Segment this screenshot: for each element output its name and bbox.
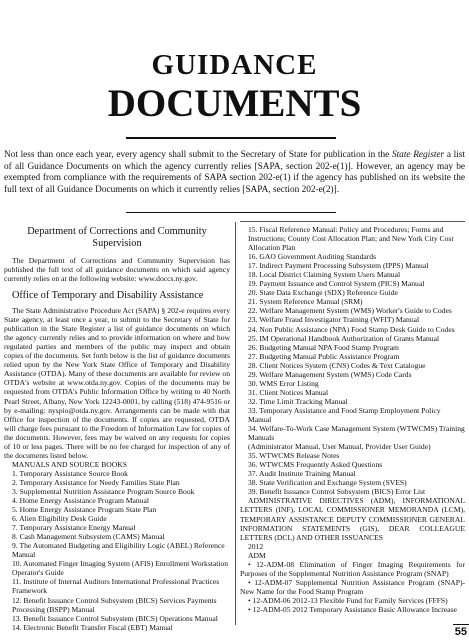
list-item: • 12-ADM-05 2012 Temporary Assistance Basic Allowance Increase <box>248 604 457 614</box>
page-number-rule <box>453 624 469 625</box>
list-item: 21. System Reference Manual (SRM) <box>248 297 363 307</box>
list-item: 1. Temporary Assistance Source Book <box>12 468 128 478</box>
list-item: 4. Home Energy Assistance Program Manual <box>12 496 149 506</box>
intro-rule <box>126 212 336 213</box>
list-item: 12. Benefit Issuance Control Subsystem (BICS) Services Payments Processing (BSPP) Manual <box>12 595 217 614</box>
list-item: 24. Non Public Assistance (NPA) Food Stamp Desk Guide to Codes <box>248 324 455 334</box>
list-item: 20. State Data Exchange (SDX) Reference Guide <box>248 288 398 298</box>
list-item: 10. Automated Finger Imaging System (AFIS) Enrollment Workstation Operator's Guide <box>12 559 229 578</box>
list-item: 32. Time Limit Tracking Manual <box>248 396 348 406</box>
section-heading-otda: Office of Temporary and Disability Assistance <box>12 289 204 301</box>
list-item: 5. Home Energy Assistance Program State Plan <box>12 505 157 515</box>
list-item: 33. Temporary Assistance and Food Stamp Employment Policy Manual <box>248 405 441 424</box>
left-column <box>4 226 230 632</box>
intro-paragraph: Not less than once each year, every agency shall submit to the Secretary of State for publication in the State Register a list of all Guidance Documents on which the agency currently relies [SAPA, section 202-e(1)]. However, an agency may be exempted from compliance with the requirements of SAPA section 202-e(1) if the agency has published on its website the full text of all Guidance Documents on which it currently relies [SAPA, section 202-e(2)]. <box>4 150 465 195</box>
section-heading-corrections: Department of Corrections and Community Supervision <box>27 226 207 250</box>
list-item: 28. Client Notices System (CNS) Codes & Text Catalogue <box>248 360 426 370</box>
list-item: 31. Client Notices Manual <box>248 387 329 397</box>
list-item: 37. Audit Institute Training Manual <box>248 469 356 479</box>
list-item: • 12-ADM-07 Supplemental Nutrition Assistance Program (SNAP)-New Name for the Food Stamp Program <box>240 577 465 596</box>
list-item: 38. State Verification and Exchange System (SVES) <box>248 478 407 488</box>
list-item: 30. WMS Error Listing <box>248 378 319 388</box>
column-divider <box>235 222 236 625</box>
list-item: 25. IM Operational Handbook Authorization of Grants Manual <box>248 333 440 343</box>
corrections-paragraph: The Department of Corrections and Community Supervision has published the full text of all guidance documents on which said agency currently relies on at the following website: www.doccs.ny.gov. <box>4 255 230 283</box>
list-item: 7. Temporary Assistance Energy Manual <box>12 523 136 533</box>
list-item: 19. Payment Issuance and Control System (PICS) Manual <box>248 279 425 289</box>
title-rule <box>126 137 336 139</box>
page-title-line-1: GUIDANCE <box>151 49 318 81</box>
left-item-list <box>4 469 230 632</box>
list-item: 6. Alien Eligibility Desk Guide <box>12 514 107 524</box>
list-item: 15. Fiscal Reference Manual: Policy and Procedures; Forms and Instructions; County Cost Allocation Plan; and New York City Cost Allocation Plan <box>248 225 454 253</box>
page-title-line-2: DOCUMENTS <box>107 82 362 125</box>
manuals-heading: MANUALS AND SOURCE BOOKS <box>12 459 127 469</box>
right-item-list <box>240 225 465 614</box>
list-item: (Administrator Manual, User Manual, Provider User Guide) <box>248 442 431 452</box>
right-column <box>240 225 465 614</box>
list-item: 3. Supplemental Nutrition Assistance Program Source Book <box>12 486 195 496</box>
otda-paragraph: The State Administrative Procedure Act (SAPA) § 202-e requires every State agency, at least once a year, to submit to the Secretary of State for publication in the State Register a list of guidance documents on which the agency currently relies and to provide information on where and how regulated parties and members of the public may inspect and obtain copies of the documents. Set forth below is the list of guidance documents relied upon by the New York State Office of Temporary and Disability Assistance (OTDA). Many of these documents are available for review on OTDA's website at www.otda.ny.gov. Copies of the documents may be requested from OTDA's Public Information Office by writing to 40 North Pearl Street, Albany, New York 12243-0001, by calling (518) 474-9516 or by e-mailing: nyspio@otda.ny.gov. Arrangements can be made with that Office for inspection of the documents. If copies are requested, OTDA will charge fees pursuant to the Freedom of Information Law for copies of the documents. However, fees may be waived on any requests for copies of 10 or less pages. There will be no fee charged for inspection of any of the documents listed below. <box>4 306 230 460</box>
list-item: 17. Indirect Payment Processing Subsystem (IPPS) Manual <box>248 261 429 271</box>
list-item: ADM <box>248 550 266 560</box>
list-item: 16. GAO Government Auditing Standards <box>248 252 377 262</box>
list-item: 36. WTWCMS Frequently Asked Questions <box>248 460 383 470</box>
list-item: • 12-ADM-08 Elimination of Finger Imaging Requirements for Purposes of the Supplemental Nutrition Assistance Program (SNAP) <box>240 559 465 578</box>
list-item: 35. WTWCMS Release Notes <box>248 451 340 461</box>
list-item: 27. Budgeting Manual Public Assistance Program <box>248 351 400 361</box>
title-block <box>0 50 469 126</box>
list-item: 2. Temporary Assistance for Needy Families State Plan <box>12 477 180 487</box>
list-item: 39. Benefit Issuance Control Subsystem (BICS) Error List <box>248 487 426 497</box>
list-item: 34. Welfare-To-Work Case Management System (WTWCMS) Training Manuals <box>248 424 465 443</box>
list-item: 14. Electronic Benefit Transfer Fiscal (EBT) Manual <box>12 622 173 632</box>
list-item: 29. Welfare Management System (WMS) Code Cards <box>248 369 412 379</box>
list-item: 26. Budgeting Manual NPA Food Stamp Program <box>248 342 399 352</box>
list-item: 18. Local District Claiming System Users Manual <box>248 270 401 280</box>
list-item: 8. Cash Management Subsystem (CAMS) Manual <box>12 532 165 542</box>
list-item: 22. Welfare Management System (WMS) Worker's Guide to Codes <box>248 306 452 316</box>
list-item: 9. The Automated Budgeting and Eligibility Logic (ABEL) Reference Manual <box>12 541 225 560</box>
list-item: 2012 <box>248 541 264 551</box>
right-column-top-rule <box>240 221 465 222</box>
list-item: ADMINISTRATIVE DIRECTIVES (ADM), INFORMATIONAL LETTERS (INF), LOCAL COMMISSIONER MEMORANDA (LCM), TEMPORARY ASSISTANCE DEPUTY COMMISSIONER GENERAL INFORMATION STATEMENTS (GIS), DEAR COLLEAGUE LETTERS (DCL) AND OTHER ISSUANCES <box>240 496 465 542</box>
list-item: 23. Welfare Fraud Investigator Training (WFIT) Manual <box>248 315 420 325</box>
page-number: 55 <box>454 626 467 638</box>
list-item: 13. Benefit Issuance Control Subsystem (BICS) Operations Manual <box>12 613 218 623</box>
list-item: • 12-ADM-06 2012-13 Flexible Fund for Family Services (FFFS) <box>248 595 448 605</box>
list-item: 11. Institute of Internal Auditors International Professional Practices Framework <box>12 577 220 596</box>
